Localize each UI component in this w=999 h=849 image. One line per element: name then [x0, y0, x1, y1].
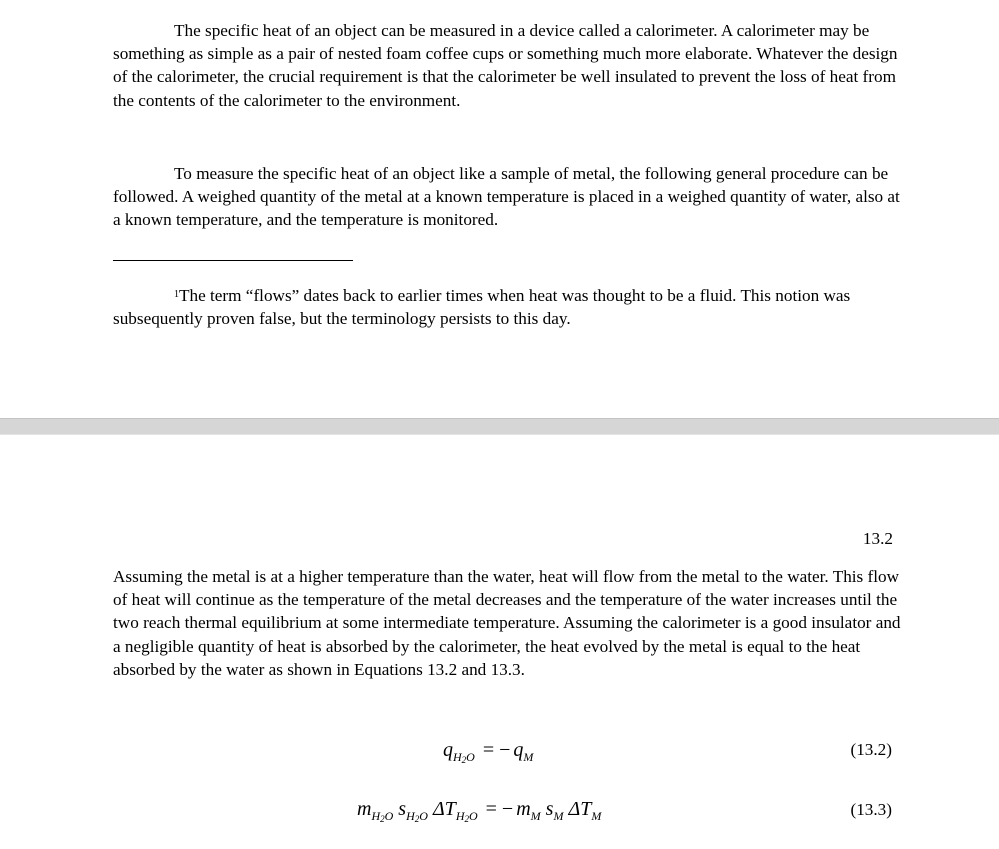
paragraph-calorimeter-intro: The specific heat of an object can be measured in a device called a calorimeter. A calorimeter may be something as simple as a pair of nested foam coffee cups or something much more elaborate. Whatever the design of the calorimeter, the crucial requirement is that the calorimeter be well insulated to prevent the loss of heat from the contents of the calorimeter to the environment.: [113, 21, 898, 110]
eq2-spec-heat-water-sub: H2O: [406, 809, 428, 824]
paragraph-measurement-procedure: To measure the specific heat of an object like a sample of metal, the following general procedure can be followed. A weighed quantity of the metal at a known temperature is placed in a weighed quantity of water, also at a known temperature, and the temperature is monitored.: [113, 164, 900, 230]
eq2-mass-water: m: [357, 798, 372, 820]
eq1-rhs-var: q: [513, 739, 524, 761]
eq1-lhs-var: q: [443, 739, 453, 761]
eq2-mass-metal-sub: M: [530, 809, 541, 823]
equation-13-3: [357, 796, 601, 822]
eq1-rhs-sub: M: [523, 750, 534, 764]
eq2-spec-heat-metal-sub: M: [553, 809, 564, 823]
eq2-spec-heat-metal: s: [545, 798, 554, 820]
eq2-delta-t-water-sub: H2O: [455, 809, 478, 824]
footnote: [113, 284, 903, 330]
footnote-marker: 1: [174, 289, 179, 300]
eq2-delta-t-metal-sub: M: [591, 809, 602, 823]
page-separator: [0, 418, 999, 435]
document-page-upper: [0, 0, 999, 418]
eq2-operator: = −: [485, 798, 514, 820]
eq2-mass-water-sub: H2O: [371, 809, 394, 824]
footnote-text: The term “flows” dates back to earlier times when heat was thought to be a fluid. This notion was subsequently proven false, but the terminology persists to this day.: [113, 286, 851, 329]
eq2-spec-heat-water: s: [398, 798, 407, 820]
eq2-mass-metal: m: [516, 798, 531, 820]
eq2-delta-t-metal: ΔT: [568, 798, 592, 820]
paragraph-heat-flow: Assuming the metal is at a higher temperature than the water, heat will flow from the metal to the water. This flow of heat will continue as the temperature of the metal decreases and the temperature of the water increases until the two reach thermal equilibrium at some intermediate temperature. Assuming the calorimeter is a good insulator and a negligible quantity of heat is absorbed by the calorimeter, the heat evolved by the metal is equal to the heat absorbed by the water as shown in Equations 13.2 and 13.3.: [113, 567, 901, 679]
page-number: 13.2: [862, 529, 893, 548]
equation-13-2: [443, 737, 533, 763]
equation-number-13-3: (13.3): [850, 800, 892, 819]
eq2-delta-t-water: ΔT: [432, 798, 456, 820]
equation-number-13-2: (13.2): [850, 740, 892, 759]
eq1-lhs-sub: H2O: [453, 750, 475, 765]
footnote-separator: [113, 260, 353, 261]
eq1-operator: = −: [482, 739, 511, 761]
